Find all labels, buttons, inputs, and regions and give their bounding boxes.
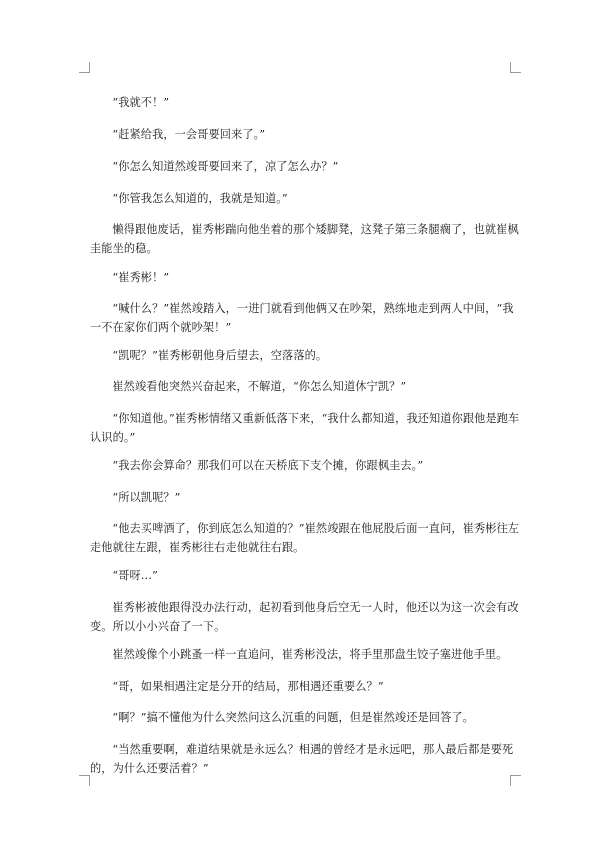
margin-corner-mark <box>79 775 90 786</box>
paragraph: 崔然竣看他突然兴奋起来，不解道，“你怎么知道休宁凯？” <box>112 380 407 393</box>
margin-corner-mark <box>510 62 521 73</box>
paragraph: “你知道他。”崔秀彬情绪又重新低落下来，“我什么都知道，我还知道你跟他是跑车认识的。” <box>90 412 520 444</box>
paragraph: 崔秀彬被他跟得没办法行动，起初看到他身后空无一人时，他还以为这一次会有改变。所以小小兴奋了一下。 <box>90 601 519 633</box>
paragraph: “我就不！” <box>112 96 170 109</box>
paragraph: “崔秀彬！” <box>112 271 170 284</box>
paragraph: 崔然竣像个小跳蚤一样一直追问，崔秀彬没法，将手里那盘生饺子塞进他手里。 <box>112 648 508 661</box>
margin-corner-mark <box>79 62 90 73</box>
paragraph: “所以凯呢？” <box>112 491 181 504</box>
paragraph: “啊？”搞不懂他为什么突然问这么沉重的问题，但是崔然竣还是回答了。 <box>112 711 474 724</box>
paragraph: “哥呀…” <box>112 569 158 582</box>
paragraph: “你管我怎么知道的，我就是知道。” <box>112 192 288 205</box>
paragraph: “他去买啤酒了，你到底怎么知道的？”崔然竣跟在他屁股后面一直问，崔秀彬往左走他就往左跟，崔秀彬往右走他就往右跟。 <box>90 522 520 554</box>
paragraph: “喊什么？”崔然竣踏入，一进门就看到他俩又在吵架，熟练地走到两人中间，“我一不在家你们两个就吵架！” <box>90 302 514 334</box>
paragraph: “我去你会算命？那我们可以在天桥底下支个摊，你跟枫圭去。” <box>112 459 424 472</box>
paragraph: “你怎么知道然竣哥要回来了，凉了怎么办？” <box>112 160 339 173</box>
paragraph: “凯呢？”崔秀彬朝他身后望去，空落落的。 <box>112 349 328 362</box>
paragraph: “当然重要啊，难道结果就是永远么？相遇的曾经才是永远吧，那人最后都是要死的，为什么还要活着？” <box>90 743 514 775</box>
paragraph: 懒得跟他废话，崔秀彬踹向他坐着的那个矮脚凳，这凳子第三条腿瘸了，也就崔枫圭能坐的稳。 <box>90 223 519 255</box>
paragraph: “哥，如果相遇注定是分开的结局，那相遇还重要么？” <box>112 680 384 693</box>
paragraph: “赶紧给我，一会哥要回来了。” <box>112 128 266 141</box>
